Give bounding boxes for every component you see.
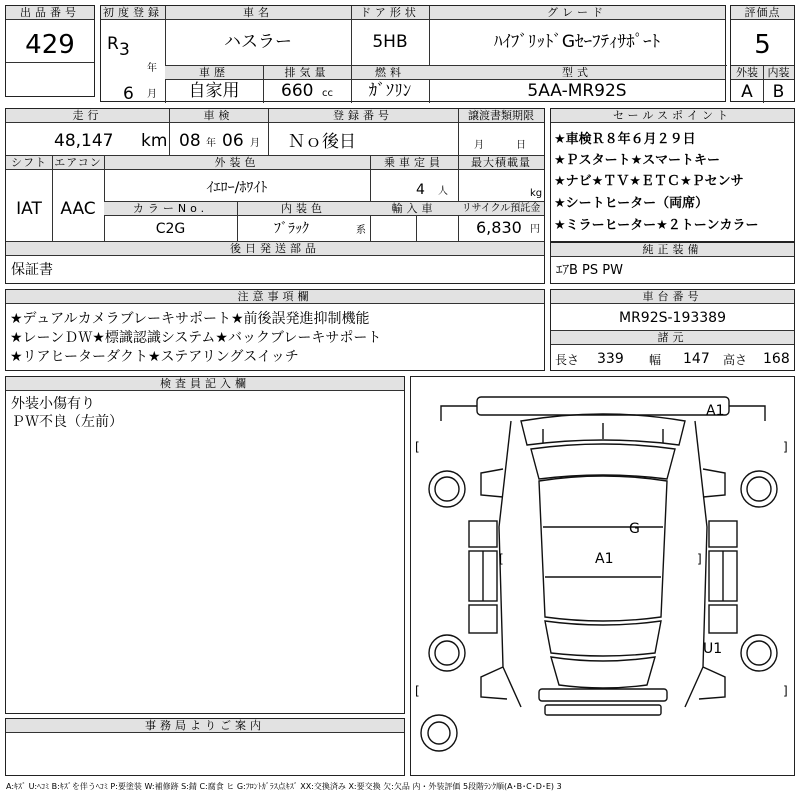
car-name: ハスラー — [224, 32, 292, 52]
height: 168 — [763, 351, 790, 367]
car-name-label: 車名 — [165, 6, 351, 20]
ext-color: ｲｴﾛｰ/ﾎﾜｲﾄ — [206, 180, 268, 196]
reg-no: Ｎｏ後日 — [288, 132, 356, 152]
load-label: 最大積載量 — [458, 156, 544, 170]
standard-equip: ｴｱB PS PW — [556, 263, 623, 278]
lot-box — [5, 5, 95, 97]
header-main — [100, 5, 726, 102]
model: 5AA-MR92S — [527, 81, 627, 101]
bracket-right-mid: ] — [697, 552, 702, 566]
score: 5 — [754, 30, 771, 60]
ac: AAC — [60, 199, 96, 219]
width-label: 幅 — [649, 353, 662, 367]
ext-color-label: 外装色 — [104, 156, 370, 170]
disp-label: 排気量 — [263, 66, 351, 80]
int-label: 内装 — [763, 66, 794, 80]
inspector-label: 検査員記入欄 — [6, 377, 404, 391]
displacement: 660 — [281, 81, 314, 101]
later-parts: 保証書 — [11, 262, 53, 278]
damage-mark: A1 — [595, 551, 614, 567]
insp-year-unit: 年 — [206, 138, 216, 149]
first-reg-label: 初度登録 — [103, 6, 163, 19]
model-label: 型式 — [429, 66, 725, 80]
int-rank: B — [772, 82, 785, 102]
sales-point: ★ナビ★ＴＶ★ＥＴＣ★Ｐセンサ — [554, 174, 744, 189]
door-type: 5HB — [372, 32, 408, 52]
standard-box — [550, 242, 795, 284]
month-unit: 月 — [147, 89, 157, 100]
chassis-label: 車台番号 — [551, 290, 794, 304]
int-color-unit: 系 — [356, 225, 366, 236]
score-box — [730, 5, 795, 102]
length: 339 — [597, 351, 624, 367]
insp-year: 08 — [179, 131, 201, 151]
transfer-day-unit: 日 — [516, 140, 526, 151]
lot-label: 出品番号 — [6, 6, 94, 20]
dims-label: 諸元 — [551, 331, 794, 345]
bracket-left-mid: [ — [499, 552, 504, 566]
sales-point: ★ミラーヒーター★２トーンカラー — [554, 218, 759, 233]
score-label: 評価点 — [731, 6, 794, 20]
insp-month-unit: 月 — [250, 138, 260, 149]
grade-label: グレード — [429, 6, 725, 20]
shift-label: シフト — [6, 156, 52, 170]
insp-month: 06 — [222, 131, 244, 151]
shift: IAT — [16, 199, 42, 219]
ext-rank: A — [741, 82, 753, 102]
grade: ﾊｲﾌﾞﾘｯﾄﾞGｾｰﾌﾃｨｻﾎﾟｰﾄ — [493, 32, 661, 52]
later-parts-label: 後日発送部品 — [6, 242, 544, 256]
fuel: ｶﾞｿﾘﾝ — [368, 81, 412, 101]
ac-label: エアコン — [52, 156, 104, 170]
car-diagram — [410, 376, 795, 776]
recycle: 6,830 — [476, 218, 522, 237]
chassis-box — [550, 289, 795, 371]
capacity: 4 — [416, 182, 425, 198]
office-label: 事務局よりご案内 — [6, 719, 404, 733]
note-line: ★レーンＤＷ★標識認識システム★バックブレーキサポート — [10, 330, 382, 346]
car-diagram-drawing — [411, 377, 794, 775]
import-label: 輸入車 — [370, 202, 458, 216]
transfer-month-unit: 月 — [474, 140, 484, 151]
sales-label: セールスポイント — [551, 109, 794, 123]
history: 自家用 — [188, 81, 240, 101]
info-box — [5, 108, 545, 284]
notes-label: 注意事項欄 — [6, 290, 544, 304]
note-line: ★デュアルカメラブレーキサポート★前後誤発進抑制機能 — [10, 311, 370, 327]
disp-unit: cc — [322, 88, 333, 99]
capacity-label: 乗車定員 — [370, 156, 458, 170]
lot-value: 429 — [25, 30, 75, 60]
inspector-line: ＰＷ不良（左前） — [11, 414, 123, 430]
bracket-right-bottom: ] — [783, 684, 788, 698]
notes-box — [5, 289, 545, 371]
load-unit: kg — [530, 188, 543, 199]
ext-label: 外装 — [731, 66, 763, 80]
damage-mark: G — [629, 521, 640, 537]
inspector-box — [5, 376, 405, 714]
bracket-left-top: [ — [415, 440, 420, 454]
mileage-label: 走行 — [6, 109, 169, 123]
bracket-left-bottom: [ — [415, 684, 420, 698]
sales-box — [550, 108, 795, 242]
reg-no-label: 登録番号 — [268, 109, 458, 123]
mileage: 48,147 — [54, 131, 114, 151]
history-label: 車歴 — [165, 66, 263, 80]
year-unit: 年 — [147, 63, 157, 74]
office-box — [5, 718, 405, 776]
door-label: ドア形状 — [351, 6, 429, 20]
damage-mark: A1 — [706, 403, 725, 419]
width: 147 — [683, 351, 710, 367]
int-color-label: 内装色 — [237, 202, 370, 216]
capacity-unit: 人 — [438, 186, 448, 197]
standard-label: 純正装備 — [551, 243, 794, 257]
chassis-number: MR92S-193389 — [618, 310, 726, 326]
legend: A:ｷｽﾞ U:ﾍｺﾐ B:ｷｽﾞを伴うﾍｺﾐ P:要塗装 W:補修跡 S:錆 C:腐食 ヒ G:ﾌﾛﾝﾄｶﾞﾗｽ点ｷｽﾞ XX:交換済み X:要交換 欠:欠品 内・外装評価 5段階ﾗﾝｸ順(A･B･C･D･E) 3 — [6, 782, 562, 791]
bracket-right-top: ] — [783, 440, 788, 454]
recycle-label: リサイクル預託金 — [458, 202, 544, 216]
note-line: ★リアヒーターダクト★ステアリングスイッチ — [10, 349, 299, 365]
height-label: 高さ — [723, 353, 748, 367]
reg-year: 3 — [119, 40, 130, 60]
length-label: 長さ — [555, 353, 580, 367]
era: R — [107, 34, 119, 54]
sales-point: ★Ｐスタート★スマートキー — [554, 153, 721, 168]
sales-point: ★車検Ｒ８年６月２９日 — [554, 132, 696, 147]
inspector-line: 外装小傷有り — [11, 396, 95, 412]
reg-month: 6 — [123, 84, 134, 104]
recycle-unit: 円 — [530, 224, 540, 235]
sales-point: ★シートヒーター（両席） — [554, 196, 709, 211]
int-color: ﾌﾞﾗｯｸ — [274, 221, 309, 237]
fuel-label: 燃料 — [351, 66, 429, 80]
damage-mark: U1 — [703, 641, 723, 657]
color-no: C2G — [155, 221, 186, 237]
transfer-label: 譲渡書類期限 — [458, 109, 544, 123]
color-no-label: カラーNo. — [104, 202, 237, 216]
inspection-label: 車検 — [169, 109, 268, 123]
mileage-unit: km — [141, 131, 168, 151]
